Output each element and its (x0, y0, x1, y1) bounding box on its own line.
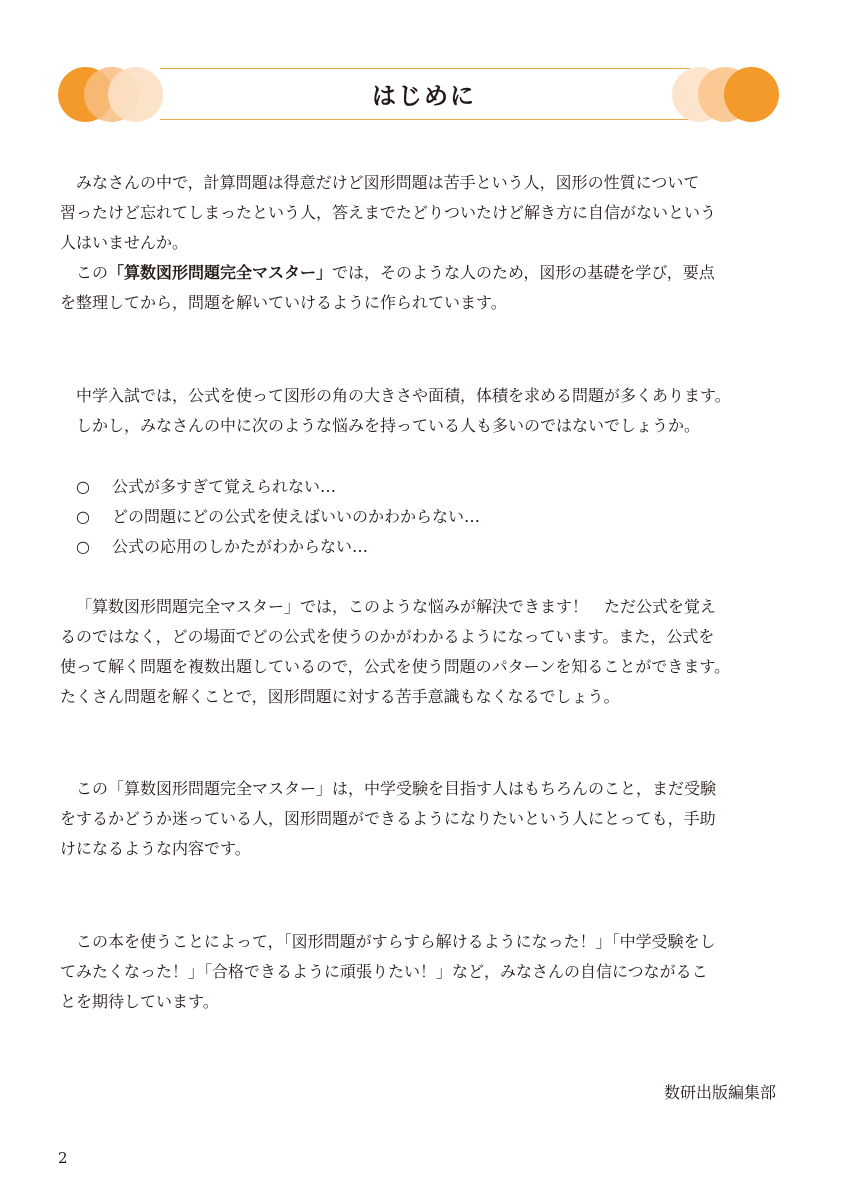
page-number: 2 (58, 1149, 68, 1167)
list-item-text: 公式が多すぎて覚えられない… (112, 477, 337, 496)
text-line: けになるような内容です。 (60, 839, 251, 858)
text-line: 使って解く問題を複数出題しているので，公式を使う問題のパターンを知ることができます。 (60, 657, 731, 676)
text-line (60, 258, 790, 288)
text-line: 「算数図形問題完全マスター」では，このような悩みが解決できます！ ただ公式を覚え (76, 597, 717, 616)
text-prefix: この (76, 263, 109, 282)
worry-list (76, 472, 480, 562)
page-header (0, 0, 848, 140)
circle-bullet-icon: ○ (76, 537, 90, 556)
circle-bullet-icon: ○ (76, 507, 90, 526)
list-item-text: 公式の応用のしかたがわからない… (112, 537, 369, 556)
text-line: 習ったけど忘れてしまったという人，答えまでたどりついたけど解き方に自信がないという (60, 203, 717, 222)
intro-paragraph-3 (60, 592, 790, 712)
text-line: 中学入試では，公式を使って図形の角の大きさや面積，体積を求める問題が多くあります。 (76, 386, 731, 405)
intro-paragraph-2 (60, 381, 790, 441)
publisher-signature: 数研出版編集部 (663, 1083, 776, 1102)
text-line: てみたくなった！」「合格できるように頑張りたい！」など，みなさんの自信につながるこ (60, 962, 708, 981)
text-line: この本を使うことによって，「図形問題がすらすら解けるようになった！」「中学受験をし (76, 932, 716, 951)
text-line: るのではなく，どの場面でどの公式を使うのかがわかるようになっています。また，公式を (60, 627, 715, 646)
text-suffix: では，そのような人のため，図形の基礎を学び，要点 (332, 263, 715, 282)
text-line: をするかどうか迷っている人，図形問題ができるようになりたいという人にとっても，手助 (60, 809, 716, 828)
list-item (76, 532, 480, 562)
list-item-text: どの問題にどの公式を使えばいいのかわからない… (112, 507, 481, 526)
text-line: とを期待しています。 (60, 992, 219, 1011)
text-line: この「算数図形問題完全マスター」は，中学受験を目指す人はもちろんのこと，まだ受験 (76, 779, 717, 798)
intro-paragraph-1 (60, 168, 790, 318)
intro-paragraph-4 (60, 774, 790, 864)
list-item (76, 502, 480, 532)
intro-paragraph-5 (60, 927, 790, 1017)
book-title-emphasis: 「算数図形問題完全マスター」 (108, 263, 333, 282)
text-line: を整理してから，問題を解いていけるように作られています。 (60, 293, 507, 312)
circle-dark (724, 67, 779, 122)
text-line: たくさん問題を解くことで，図形問題に対する苦手意識もなくなるでしょう。 (60, 687, 620, 706)
text-line: みなさんの中で，計算問題は得意だけど図形問題は苦手という人，図形の性質について (76, 173, 700, 192)
decorative-circles-right (672, 67, 782, 122)
page-title: はじめに (372, 82, 476, 110)
text-line: 人はいませんか。 (60, 233, 189, 252)
text-line: しかし，みなさんの中に次のような悩みを持っている人も多いのではないでしょうか。 (76, 416, 701, 435)
list-item (76, 472, 480, 502)
circle-bullet-icon: ○ (76, 477, 90, 496)
